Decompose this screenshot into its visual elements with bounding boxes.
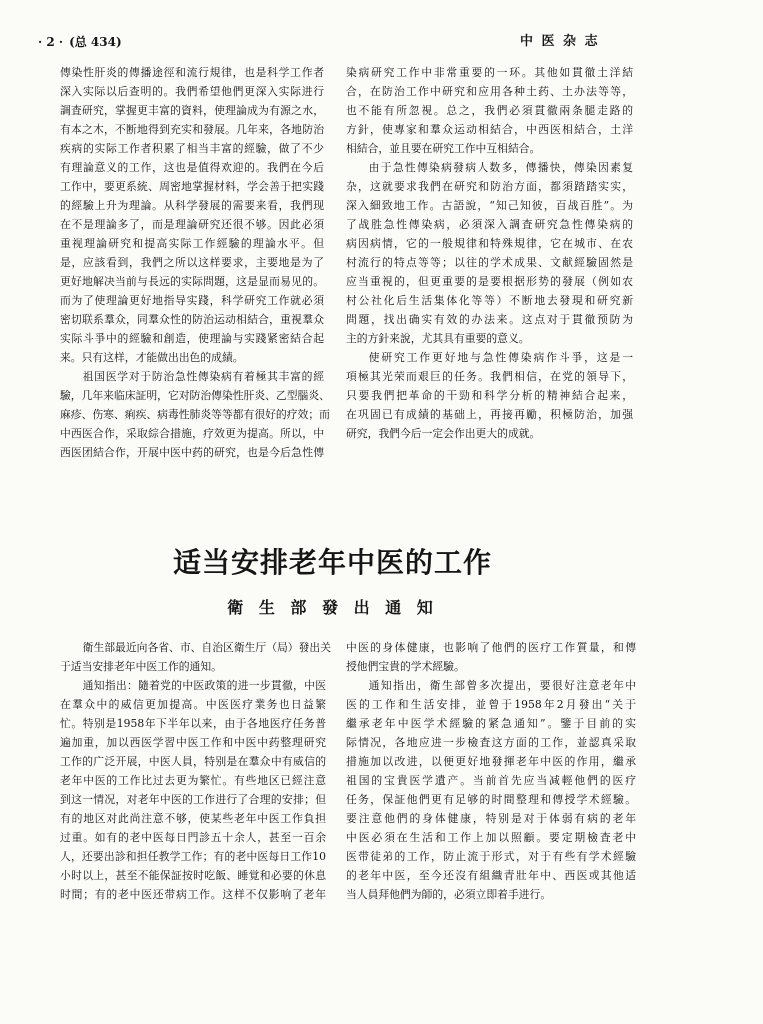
text-line: 有的地区对此尚注意不够，使某些老年中医工作負担 [60, 812, 326, 825]
paragraph [346, 638, 636, 676]
text-line: 的經驗上升为理論。从科学發展的需要来看，我們现 [60, 199, 324, 212]
text-line: 村流行的特点等等；以往的学术成果、文献經驗固然是 [346, 256, 633, 269]
text-line: 祖国的宝貴医学遺产。当前首先应当减輕他們的医疗 [346, 774, 636, 787]
text-line: 使研究工作更好地与急性傳染病作斗爭，这是一 [368, 351, 633, 364]
paragraph [60, 63, 324, 367]
text-line: 項極其光荣而艰巨的任务。我們相信，在党的領导下， [346, 370, 633, 383]
notice-article-right-column [346, 638, 636, 904]
text-line: 村公社化后生活集体化等等）不断地去發現和研究新 [346, 294, 633, 307]
text-line: 病因病情，它的一般規律和特殊規律，它在城市、在农 [346, 237, 633, 250]
text-line: 合，在防治工作中研究和应用各种土药、土办法等等， [346, 85, 633, 98]
text-line: 在不是理論多了，而是理論研究还很不够。因此必須 [60, 218, 324, 231]
text-line: 也不能有所忽視。总之，我們必須貫徹兩条腿走路的 [346, 104, 633, 117]
text-line: 有理論意义的工作，这也是值得欢迎的。我們在今后 [60, 161, 324, 174]
text-line: 研究，我們今后一定会作出更大的成就。 [346, 427, 541, 440]
text-line: 工作中，要更系統、周密地掌握材料，学会善于把实踐 [60, 180, 324, 193]
text-line: 是，应該看到，我們之所以这样要求，主要地是为了 [60, 256, 324, 269]
text-line: 际情况，各地应进一步檢査这方面的工作，並認真采取 [346, 736, 636, 749]
page-header-left [38, 33, 122, 51]
text-line: 在巩固已有成績的基础上，再接再勵，积極防治，加强 [346, 408, 633, 421]
text-line: 人，还要出診和担任教学工作；有的老中医每日工作10 [60, 850, 326, 863]
text-line: 授他們宝貴的学术經驗。 [346, 660, 465, 673]
text-line: 更好地解决当前与長远的实际問題，这是显而易见的。 [60, 275, 324, 288]
paragraph [346, 158, 633, 348]
text-line: 到这一情况，对老年中医的工作进行了合理的安排；但 [60, 793, 326, 806]
text-line: 医带徒弟的工作，防止流于形式，对于有些有学术經驗 [346, 850, 636, 863]
text-line: 疾病的实际工作者积累了相当丰富的經驗，做了不少 [60, 142, 324, 155]
text-line: 要注意他們的身体健康，特别是对于体弱有病的老年 [346, 812, 636, 825]
previous-article-left-column [60, 63, 330, 462]
text-line: 来。只有这样，才能做出出色的成績。 [60, 351, 244, 364]
text-line: 于适当安排老年中医工作的通知。 [60, 660, 222, 673]
page-number: · 2 · [38, 35, 64, 49]
text-line: 中医的身体健康，也影响了他們的医疗工作質量，和傳 [346, 641, 636, 654]
text-line: 驗，几年来临床証明，它对防治傳染性肝炎、乙型腦炎、 [60, 389, 330, 402]
text-line: 西医团結合作，开展中医中药的研究，也是今后急性傳 [60, 446, 324, 459]
text-line: 麻疹、伤寒、痢疾、病毒性肺炎等等都有很好的疗效；而 [60, 408, 330, 421]
text-line: 中医必須在生活和工作上加以照顧。要定期檢査老中 [346, 831, 636, 844]
journal-name: 中 医 杂 志 [520, 34, 600, 49]
paragraph [60, 367, 330, 462]
text-line: 祖国医学对于防治急性傳染病有着極其丰富的經 [82, 370, 324, 383]
text-line: 繼承老年中医学术經驗的紧急通知”。鑒于目前的实 [346, 717, 636, 730]
text-line: 措施加以改进，以便更好地發揮老年中医的作用，繼承 [346, 755, 636, 768]
text-line: 时間；有的老中医还带病工作。这样不仅影响了老年 [60, 888, 326, 901]
text-line: 忙。特别是1958年下半年以来，由于各地医疗任务普 [60, 717, 326, 730]
text-line: 只要我們把革命的干勁和科学分析的精神結合起来， [346, 389, 633, 402]
text-line: 杂，这就要求我們在研究和防治方面，都須踏踏实实， [346, 180, 633, 193]
text-line: 通知指出：隨着党的中医政策的进一步貫徹，中医 [82, 679, 326, 692]
text-line: 过重。如有的老中医每日門診五十余人，甚至一百余 [60, 831, 326, 844]
text-line: 問題，找出确实有效的办法来。这点对于貫徹预防为 [346, 313, 633, 326]
article-title: 适当安排老年中医的工作 [172, 546, 492, 579]
article-byline: 衛 生 部 發 出 通 知 [227, 598, 438, 617]
text-line: 密切联系羣众，同羣众性的防治运动相結合，重視羣众 [60, 313, 324, 326]
text-line: 傳染性肝炎的傳播途徑和流行規律，也是科学工作者 [60, 66, 324, 79]
paragraph [346, 676, 636, 904]
text-line: 遍加重，加以西医学習中医工作和中医中药整理研究 [60, 736, 326, 749]
text-line: 实际斗爭中的經驗和創造，使理論与实踐紧密結合起 [60, 332, 324, 345]
text-line: 有本之木，不断地得到充实和發展。几年来，各地防治 [60, 123, 324, 136]
total-page-number: (总 434) [69, 35, 122, 49]
paragraph [346, 348, 633, 443]
text-line: 方針，使專家和羣众运动相結合，中西医相結合，土洋 [346, 123, 633, 136]
text-line: 重视理論研究和提高实际工作經驗的理論水平。但 [60, 237, 324, 250]
text-line: 任务，保証他們更有足够的时間整理和傳授学术經驗。 [346, 793, 636, 806]
text-line: 应当重視的，但更重要的是要根据形势的發展（例如农 [346, 275, 633, 288]
text-line: 主的方針来說，尤其具有重要的意义。 [346, 332, 530, 345]
paragraph [60, 676, 326, 904]
text-line: 老年中医的工作比过去更为繁忙。有些地区已經注意 [60, 774, 326, 787]
text-line: 由于急性傳染病發病人数多，傳播快，傳染因素复 [368, 161, 633, 174]
text-line: 衛生部最近向各省、市、自治区衛生厅（局）發出关 [82, 641, 331, 654]
text-line: 当人員拜他們为師的，必須立即着手进行。 [346, 888, 552, 901]
text-line: 調査研究，掌握更丰富的資料，使理論成为有源之水， [60, 104, 324, 117]
text-line: 工作的广泛开展，中医人員，特别是在羣众中有威信的 [60, 755, 326, 768]
text-line: 小时以上，甚至不能保証按时吃飯、睡覚和必要的休息 [60, 869, 326, 882]
text-line: 医的工作和生活安排，並曾于1958年2月發出“关于 [346, 698, 636, 711]
text-line: 了战胜急性傳染病，必須深入調査研究急性傳染病的 [346, 218, 633, 231]
text-line: 深入实际以后查明的。我們希望他們更深入实际进行 [60, 85, 324, 98]
text-line: 的老年中医，至今还沒有組織青壯年中、西医或其他适 [346, 869, 636, 882]
text-line: 通知指出，衛生部曾多次提出，要很好注意老年中 [368, 679, 636, 692]
previous-article-right-column [346, 63, 633, 443]
text-line: 相結合，並且要在研究工作中互相結合。 [346, 142, 541, 155]
paragraph [346, 63, 633, 158]
text-line: 在羣众中的威信更加提高。中医医疗業务也日益繁 [60, 698, 326, 711]
text-line: 染病研究工作中非常重要的一环。其他如貫徹土洋結 [346, 66, 633, 79]
notice-article-left-column [60, 638, 331, 904]
paragraph [60, 638, 331, 676]
text-line: 深入細致地工作。古語說，“知己知彼，百战百胜”。为 [346, 199, 633, 212]
text-line: 中西医合作，采取綜合措施，疗效更为提高。所以，中 [60, 427, 324, 440]
text-line: 而为了使理論更好地指导实踐，科学研究工作就必須 [60, 294, 324, 307]
